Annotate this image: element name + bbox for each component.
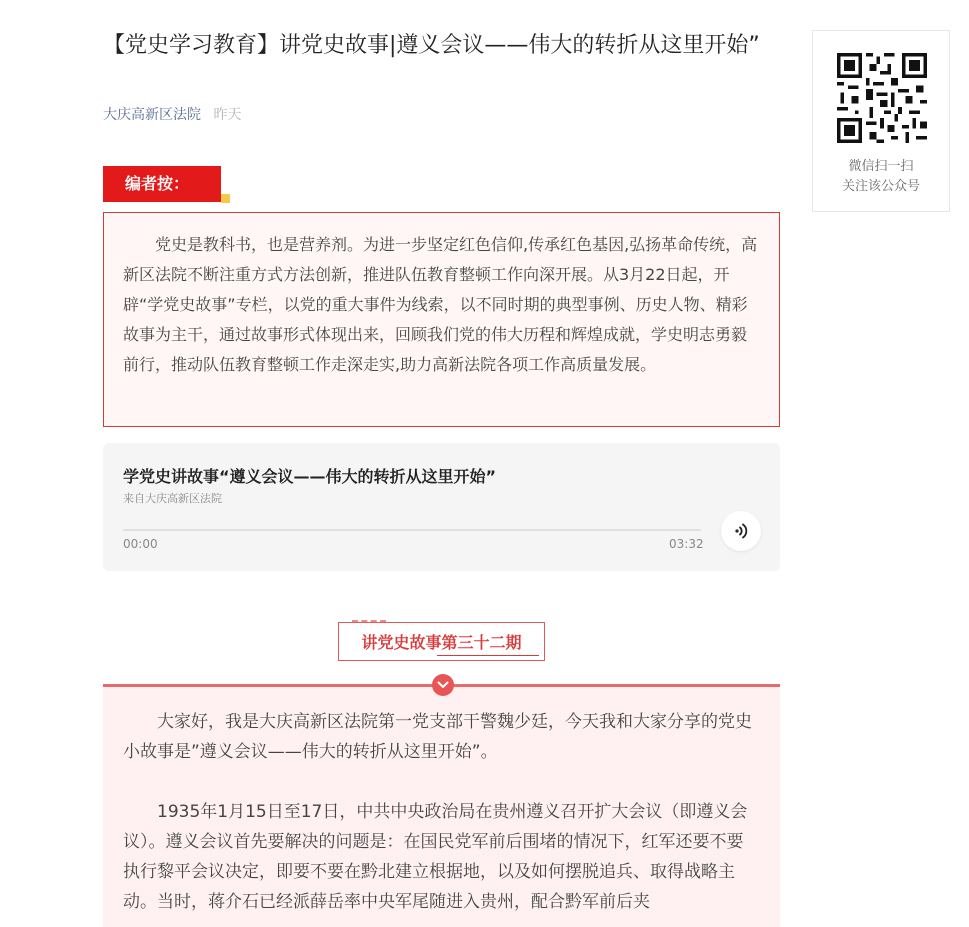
- story-paragraph: 1935年1月15日至17日，中共中央政治局在贵州遵义召开扩大会议（即遵义会议）。遵义会议首先要解决的问题是：在国民党军前后围堵的情况下，红军还要不要执行黎平会议决定，即要不要在黔北建立根据地，以及如何摆脱追兵、取得战略主动。当时，蒋介石已经派薛岳率中央军尾随进入贵州，配合黔军前后夹: [123, 802, 748, 912]
- audio-source: 来自大庆高新区法院: [123, 492, 222, 505]
- chevron-down-icon: [432, 674, 454, 696]
- audio-wave-icon: [731, 521, 751, 541]
- editor-tag-decoration: [221, 194, 230, 203]
- story-body: [103, 687, 780, 927]
- editor-note-text: 党史是教科书，也是营养剂。为进一步坚定红色信仰,传承红色基因,弘扬革命传统，高新区法院不断注重方式方法创新，推进队伍教育整顿工作向深开展。从3月22日起，开辟“学党史故事”专栏，以党的重大事件为线索，以不同时期的典型事例、历史人物、精彩故事为主干，通过故事形式体现出来，回顾我们党的伟大历程和辉煌成就，学史明志勇毅前行，推动队伍教育整顿工作走深走实,助力高新法院各项工作高质量发展。: [123, 235, 758, 374]
- qr-panel: [812, 30, 950, 212]
- editor-note-tag: 编者按：: [103, 166, 221, 202]
- section-title: 讲党史故事第三十二期: [361, 633, 522, 652]
- audio-player[interactable]: [103, 443, 780, 571]
- section-title-box: [338, 622, 545, 661]
- qr-code-icon: [837, 53, 927, 143]
- editor-note-box: [103, 212, 780, 427]
- audio-play-button[interactable]: [721, 511, 761, 551]
- section-underline: [437, 655, 539, 656]
- article-title: 【党史学习教育】讲党史故事|遵义会议——伟大的转折从这里开始”: [103, 33, 760, 58]
- article-meta: [103, 104, 241, 124]
- publish-time: 昨天: [213, 107, 242, 123]
- audio-progress-bar[interactable]: [123, 529, 701, 531]
- audio-duration: 03:32: [669, 537, 704, 551]
- story-paragraph: 大家好，我是大庆高新区法院第一党支部干警魏少廷，今天我和大家分享的党史小故事是”遵义会议——伟大的转折从这里开始”。: [123, 712, 752, 762]
- qr-tip-line2: 关注该公众号: [841, 179, 920, 194]
- audio-current-time: 00:00: [123, 537, 158, 551]
- account-name-link[interactable]: 大庆高新区法院: [103, 107, 201, 123]
- audio-title: 学党史讲故事“遵义会议——伟大的转折从这里开始”: [123, 467, 497, 486]
- qr-tip: [813, 157, 949, 197]
- qr-tip-line1: 微信扫一扫: [848, 159, 914, 174]
